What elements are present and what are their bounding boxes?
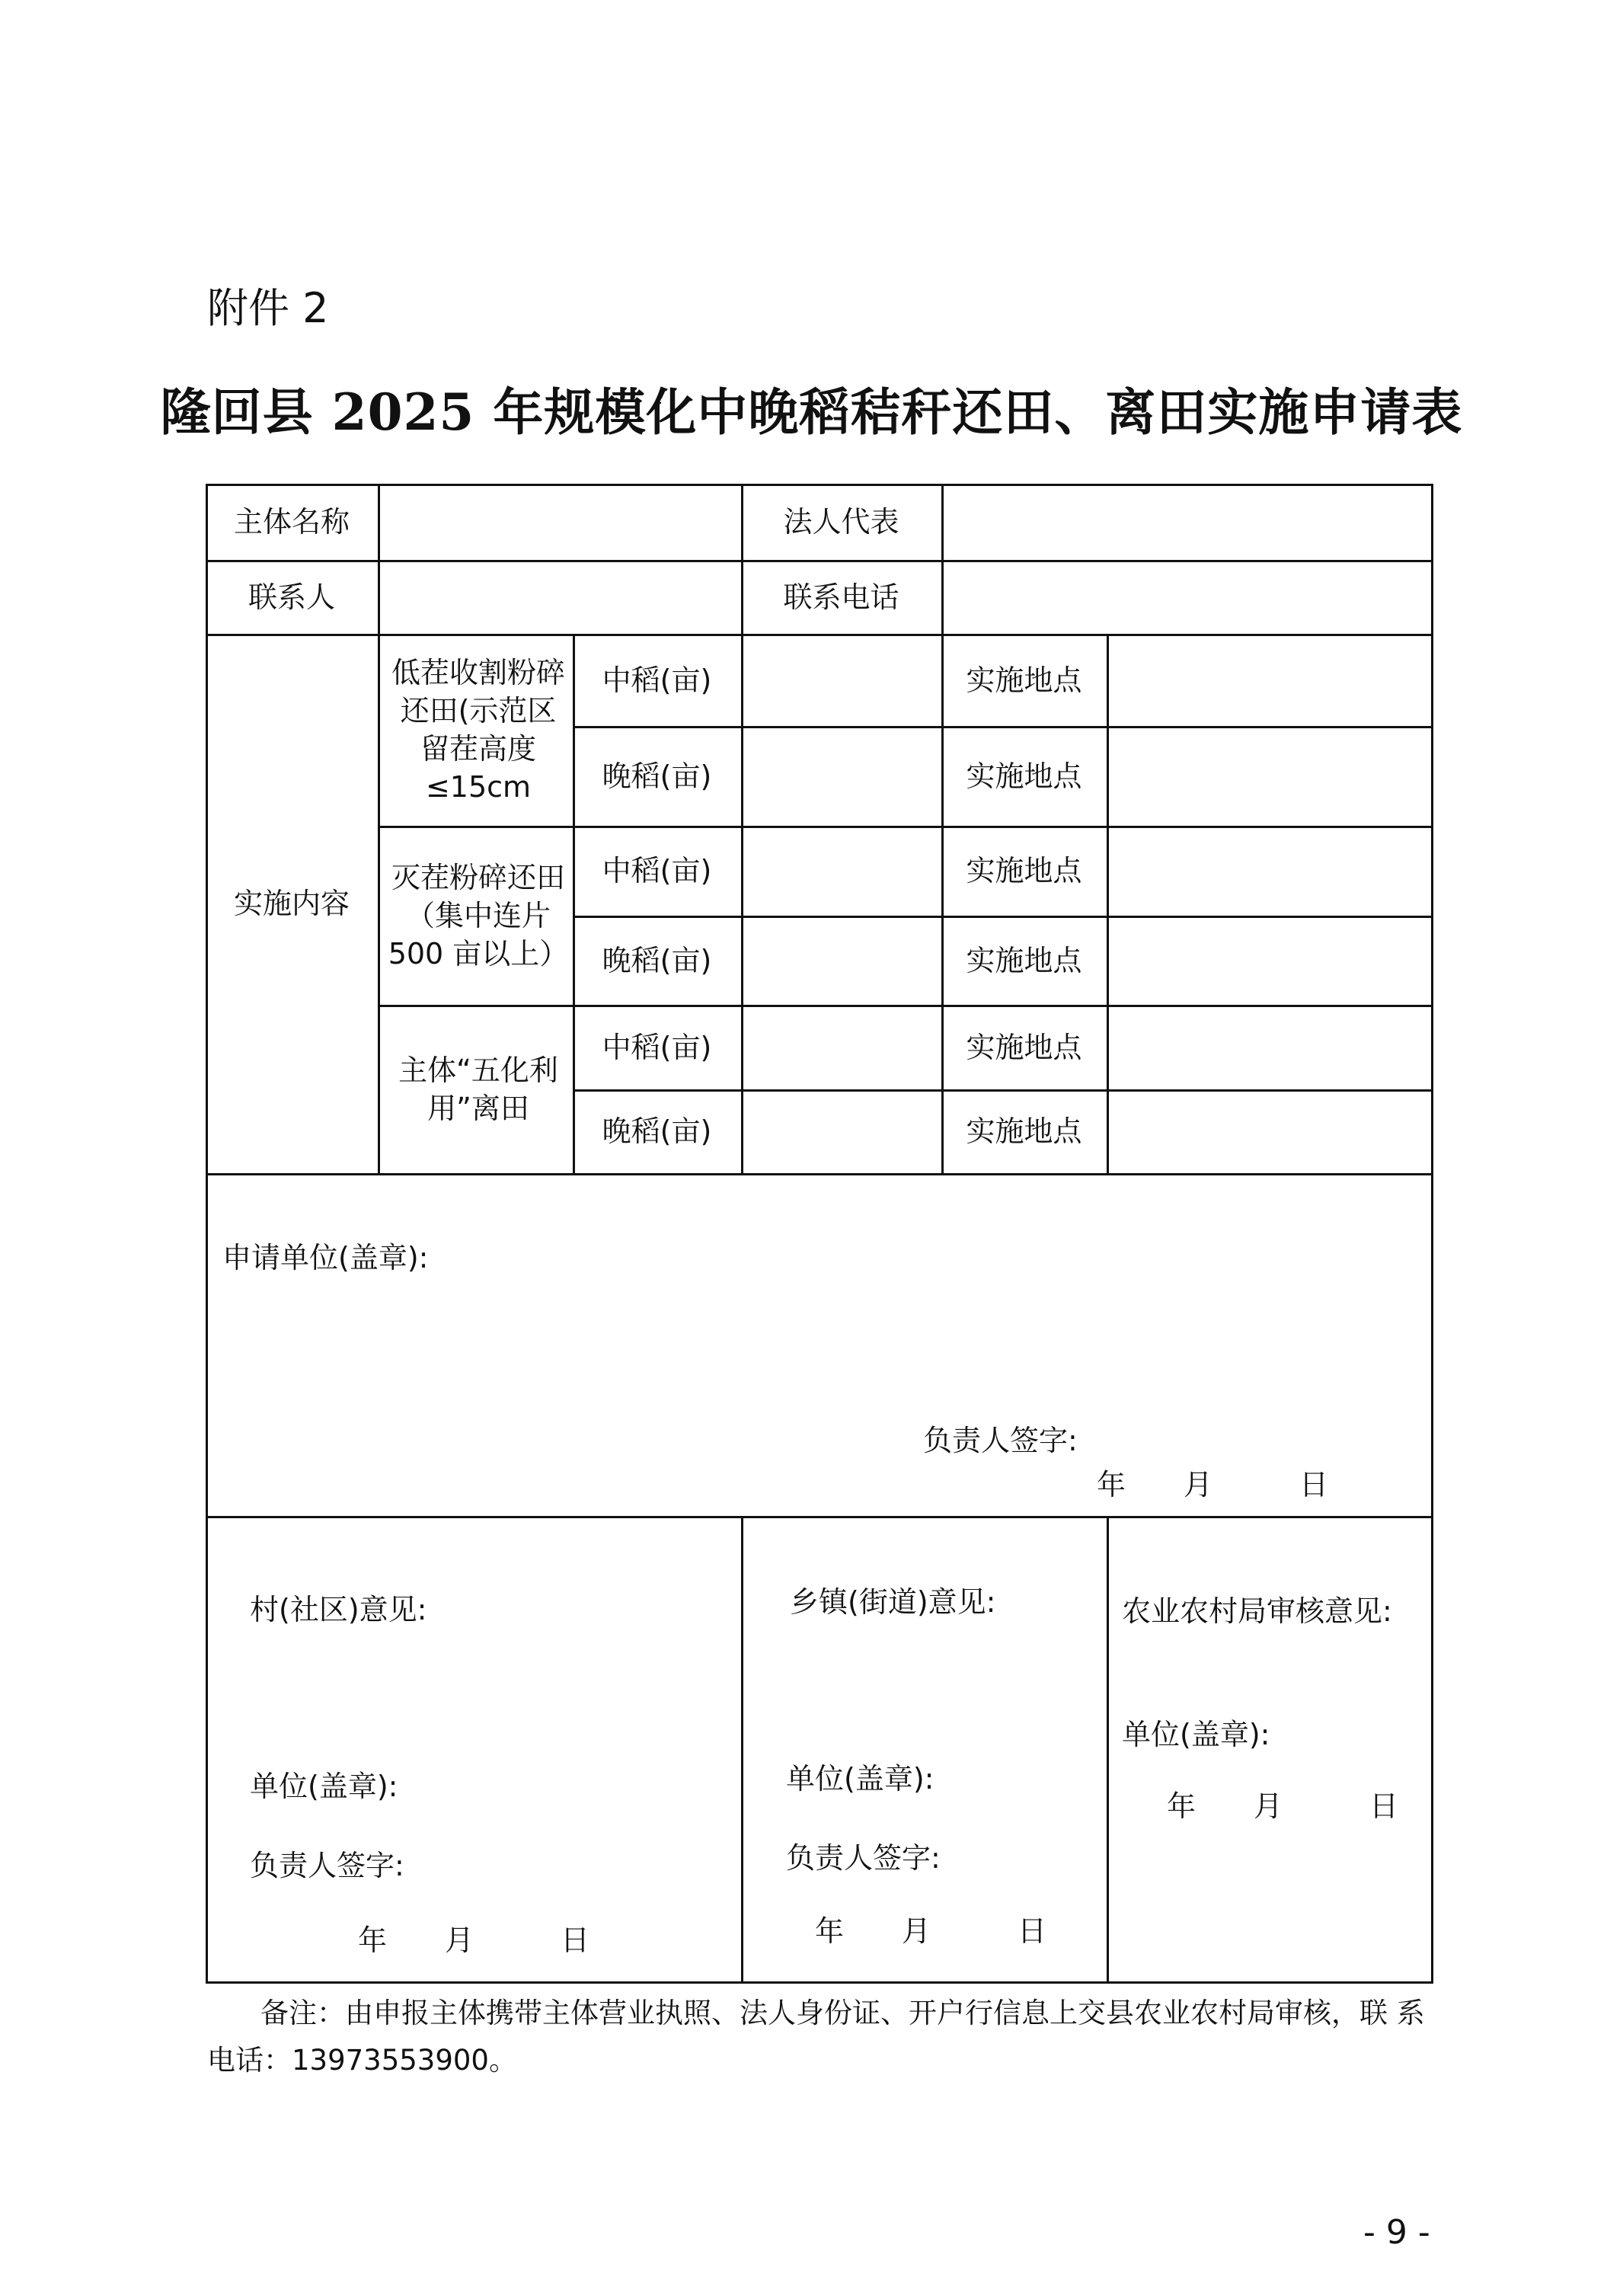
method-low-stubble: 低茬收割粉碎还田(示范区留茬高度≤15cm (391, 656, 565, 804)
township-unit-label: 单位(盖章): (786, 1762, 935, 1796)
mid-rice-acreage-field[interactable] (743, 636, 941, 726)
township-date: 年 月 日 (815, 1914, 1047, 1948)
entity-name-label: 主体名称 (233, 505, 350, 539)
column-divider (1107, 1516, 1109, 1984)
page-number: - 9 - (1363, 2213, 1430, 2252)
location-field[interactable] (1109, 636, 1431, 726)
bureau-opinion-label: 农业农村局审核意见: (1122, 1594, 1392, 1628)
location-label: 实施地点 (966, 943, 1082, 977)
township-signature-label: 负责人签字: (786, 1841, 941, 1875)
location-label: 实施地点 (966, 1030, 1082, 1064)
applicant-signature-label: 负责人签字: (923, 1424, 1078, 1457)
contact-phone-field[interactable] (944, 562, 1431, 634)
remark-line-1: 备注：由申报主体携带主体营业执照、法人身份证、开户行信息上交县农业农村局审核，联 系 (260, 1997, 1425, 2029)
late-rice-label: 晚稻(亩) (602, 759, 712, 793)
table-border-right (1431, 484, 1433, 1984)
location-field[interactable] (1109, 728, 1431, 826)
applicant-unit-label: 申请单位(盖章): (222, 1241, 429, 1274)
attachment-label: 附件 2 (207, 284, 329, 332)
late-rice-acreage-field[interactable] (743, 1092, 941, 1173)
applicant-date: 年 月 日 (1097, 1468, 1329, 1501)
late-rice-label: 晚稻(亩) (602, 1114, 712, 1148)
village-unit-label: 单位(盖章): (250, 1770, 398, 1803)
village-opinion-label: 村(社区)意见: (250, 1593, 427, 1626)
location-label: 实施地点 (966, 663, 1082, 697)
township-opinion-label: 乡镇(街道)意见: (790, 1585, 996, 1619)
village-signature-label: 负责人签字: (250, 1849, 404, 1882)
location-field[interactable] (1109, 918, 1431, 1005)
legal-rep-field[interactable] (944, 486, 1431, 560)
contact-label: 联系人 (248, 580, 335, 614)
late-rice-label: 晚稻(亩) (602, 943, 712, 977)
application-form (206, 484, 1433, 1984)
village-date: 年 月 日 (358, 1923, 590, 1957)
content-label: 实施内容 (233, 887, 350, 920)
location-label: 实施地点 (966, 759, 1082, 793)
location-label: 实施地点 (966, 854, 1082, 887)
remark-line-2: 电话：13973553900。 (207, 2044, 517, 2077)
late-rice-acreage-field[interactable] (743, 728, 941, 826)
location-field[interactable] (1109, 1007, 1431, 1089)
late-rice-acreage-field[interactable] (743, 918, 941, 1005)
entity-name-field[interactable] (380, 486, 741, 560)
bureau-unit-label: 单位(盖章): (1122, 1718, 1270, 1751)
legal-rep-label: 法人代表 (783, 505, 899, 539)
document-title: 隆回县 2025 年规模化中晚稻秸秆还田、离田实施申请表 (160, 382, 1463, 442)
contact-field[interactable] (380, 562, 741, 634)
method-off-field: 主体“五化利用”离田 (398, 1053, 558, 1125)
mid-rice-label: 中稻(亩) (602, 1030, 712, 1064)
row-divider (206, 1516, 1433, 1518)
mid-rice-label: 中稻(亩) (602, 663, 712, 697)
location-field[interactable] (1109, 1092, 1431, 1173)
method-stubble-crushing: 灭茬粉碎还田（集中连片 500 亩以上） (388, 860, 569, 971)
mid-rice-acreage-field[interactable] (743, 1007, 941, 1089)
bureau-date: 年 月 日 (1167, 1789, 1399, 1823)
location-field[interactable] (1109, 828, 1431, 916)
column-divider (741, 1516, 743, 1984)
table-border-bottom (206, 1981, 1433, 1984)
mid-rice-label: 中稻(亩) (602, 854, 712, 887)
location-label: 实施地点 (966, 1114, 1082, 1148)
remark (207, 1990, 1435, 2084)
mid-rice-acreage-field[interactable] (743, 828, 941, 916)
row-divider (206, 1173, 1433, 1175)
contact-phone-label: 联系电话 (783, 580, 899, 614)
